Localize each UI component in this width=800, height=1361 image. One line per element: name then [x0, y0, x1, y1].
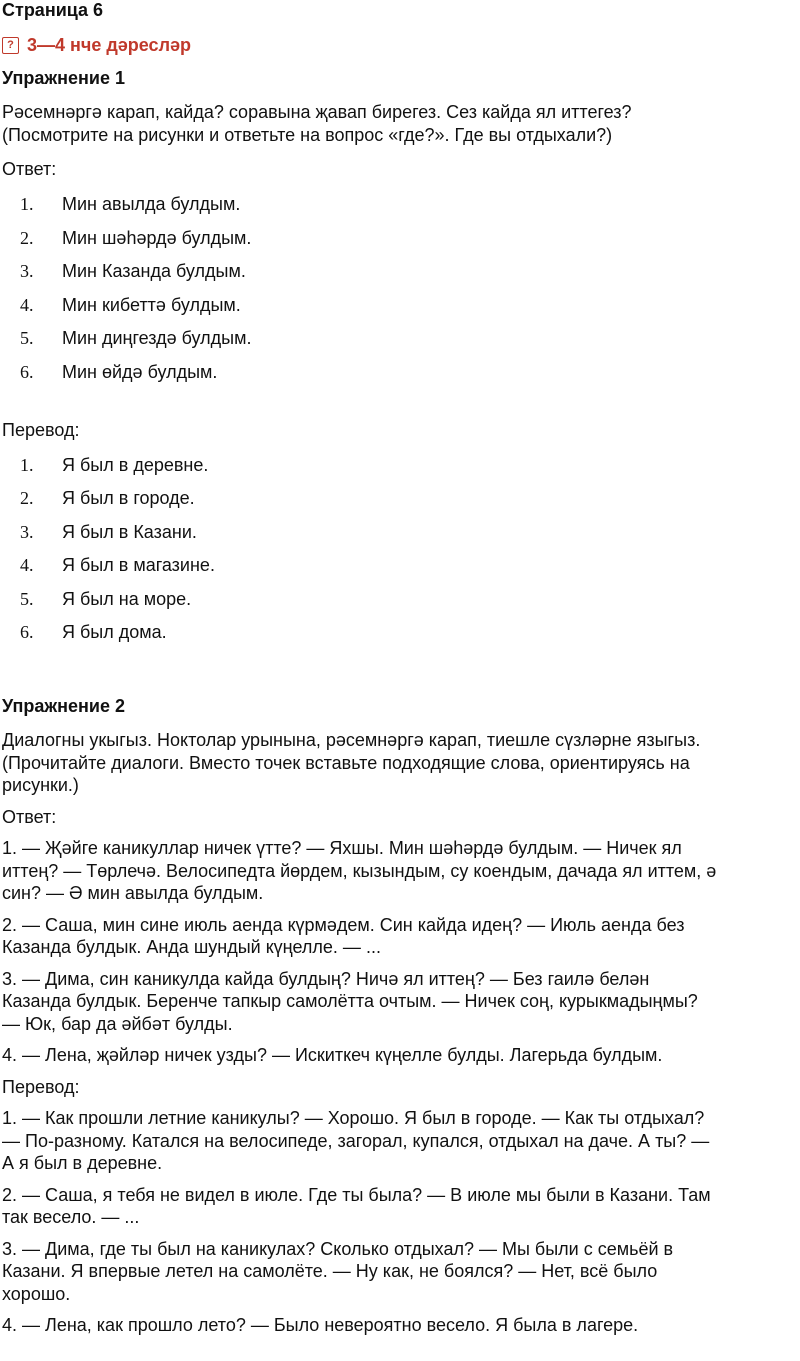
list-number: 1. [20, 194, 34, 214]
list-text: Мин шәһәрдә булдым. [62, 227, 252, 248]
list-item [2, 616, 796, 650]
list-number: 5. [20, 328, 34, 348]
list-number: 4. [20, 294, 34, 315]
dialogue-line: 2. — Саша, я тебя не видел в июле. Где ты была? — В июле мы были в Казани. Там [2, 1184, 711, 1205]
exercise-2-task-line-3: рисунки.) [2, 775, 79, 795]
dialogue-line: 1. — Җәйге каникуллар ничек үтте? — Яхшы. Мин шәһәрдә булдым. — Ничек ял [2, 838, 682, 858]
list-item [2, 448, 796, 482]
dialogue-line: так весело. — ... [2, 1207, 140, 1227]
list-text: Я был в деревне. [62, 454, 209, 475]
dialogue-paragraph [2, 1238, 796, 1306]
list-text: Мин өйдә булдым. [62, 361, 218, 382]
exercise-2-task-line-2: (Прочитайте диалоги. Вместо точек вставьте подходящие слова, ориентируясь на [2, 752, 690, 773]
exercise-1-task-line-2: (Посмотрите на рисунки и ответьте на вопрос «где?». Где вы отдыхали?) [2, 124, 613, 145]
exercise-1-title: Упражнение 1 [2, 68, 125, 88]
list-number: 2. [20, 488, 34, 508]
dialogue-line: Казанда булдык. Беренче тапкыр самолётта очтым. — Ничек соң, курыкмадыңмы? [2, 991, 698, 1011]
exercise-2-translations [2, 1107, 796, 1337]
dialogue-line: син? — Ә мин авылда булдым. [2, 883, 264, 903]
dialogue-line: — Юк, бар да әйбәт булды. [2, 1013, 233, 1034]
list-item [2, 322, 796, 356]
dialogue-line: 3. — Дима, где ты был на каникулах? Сколько отдыхал? — Мы были с семьёй в [2, 1238, 674, 1259]
dialogue-line: хорошо. [2, 1283, 71, 1304]
lesson-link[interactable] [2, 34, 796, 56]
list-number: 4. [20, 555, 34, 575]
dialogue-line: Казанда булдык. Анда шундый күңелле. — ... [2, 937, 381, 957]
list-item [2, 288, 796, 322]
list-item [2, 255, 796, 289]
dialogue-paragraph [2, 1184, 796, 1229]
list-number: 6. [20, 622, 34, 642]
dialogue-paragraph [2, 968, 796, 1036]
exercise-1-translation-label: Перевод: [2, 419, 80, 440]
list-item [2, 188, 796, 222]
dialogue-paragraph [2, 1044, 796, 1067]
list-number: 2. [20, 227, 34, 248]
dialogue-line: А я был в деревне. [2, 1153, 163, 1173]
dialogue-paragraph [2, 1314, 796, 1337]
lesson-label: 3—4 нче дәресләр [27, 35, 192, 55]
exercise-1-answer-label: Ответ: [2, 159, 57, 179]
list-text: Я был на море. [62, 588, 192, 609]
list-text: Я был в магазине. [62, 555, 215, 575]
list-number: 3. [20, 261, 34, 281]
list-number: 5. [20, 588, 34, 609]
list-item [2, 482, 796, 516]
dialogue-line: 1. — Как прошли летние каникулы? — Хорошо. Я был в городе. — Как ты отдыхал? [2, 1108, 705, 1128]
list-item [2, 582, 796, 616]
dialogue-line: 3. — Дима, син каникулда кайда булдың? Ничә ял иттең? — Без гаилә белән [2, 968, 650, 989]
dialogue-paragraph [2, 837, 796, 905]
exercise-2-answer-label: Ответ: [2, 806, 57, 827]
dialogue-paragraph [2, 1107, 796, 1175]
exercise-2-task-line-1: Диалогны укыгыз. Ноктолар урынына, рәсемнәргә карап, тиешле сүзләрне языгыз. [2, 730, 701, 750]
list-text: Мин диңгездә булдым. [62, 328, 252, 348]
list-text: Я был в Казани. [62, 521, 197, 542]
exercise-1-translation-list [2, 448, 796, 649]
list-text: Мин кибеттә булдым. [62, 294, 241, 315]
list-number: 6. [20, 361, 34, 382]
exercise-1-task-line-1: Рәсемнәргә карап, кайда? соравына җавап бирегез. Сез кайда ял иттегез? [2, 102, 632, 122]
list-item [2, 515, 796, 549]
exercise-1-answer-list [2, 188, 796, 389]
exercise-2-answers [2, 837, 796, 1067]
exercise-2-translation-label: Перевод: [2, 1076, 80, 1097]
list-item [2, 355, 796, 389]
list-text: Мин Казанда булдым. [62, 261, 246, 281]
question-box-icon: ? [2, 37, 19, 54]
list-number: 3. [20, 521, 34, 542]
page-title: Страница 6 [2, 0, 104, 20]
list-item [2, 549, 796, 583]
dialogue-line: 2. — Саша, мин сине июль аенда күрмәдем. Син кайда идең? — Июль аенда без [2, 914, 685, 935]
list-text: Мин авылда булдым. [62, 194, 241, 214]
dialogue-line: — По-разному. Катался на велосипеде, загорал, купался, отдыхал на даче. А ты? — [2, 1130, 710, 1151]
list-number: 1. [20, 454, 34, 475]
dialogue-line: иттең? — Төрлечә. Велосипедта йөрдем, кызындым, су коендым, дачада ял иттем, ә [2, 860, 717, 881]
dialogue-line: Казани. Я впервые летел на самолёте. — Ну как, не боялся? — Нет, всё было [2, 1261, 658, 1281]
dialogue-line: 4. — Лена, җәйләр ничек узды? — Искиткеч күңелле булды. Лагерьда булдым. [2, 1045, 663, 1065]
list-text: Я был дома. [62, 622, 167, 642]
dialogue-paragraph [2, 914, 796, 959]
exercise-2-title: Упражнение 2 [2, 696, 125, 716]
list-item [2, 221, 796, 255]
dialogue-line: 4. — Лена, как прошло лето? — Было невероятно весело. Я была в лагере. [2, 1315, 639, 1335]
list-text: Я был в городе. [62, 488, 195, 508]
